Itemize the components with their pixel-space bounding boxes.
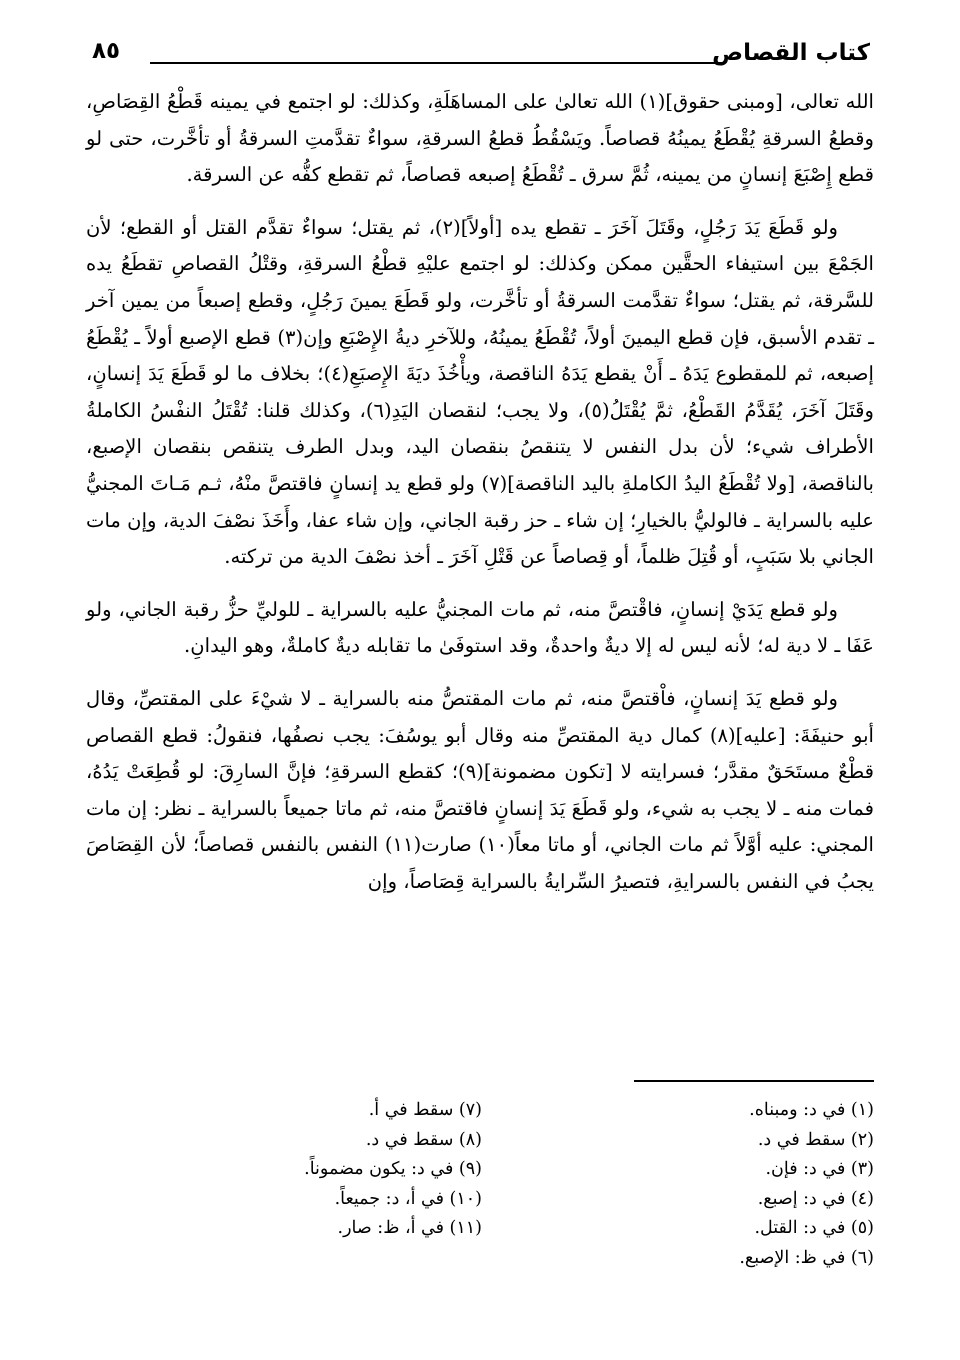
paragraph: ولو قطع يَدَيْ إنسانٍ، فاقْتصَّ منه، ثم مات المجنيُّ عليه بالسراية ـ للوليِّ حزُّ رقبة الجاني، ولو عَفَا ـ لا دية له؛ لأنه ليس له إلا ديةٌ واحدةٌ، وقد استوفَىٰ ما تقابله ديةٌ كاملةٌ، وهو اليدانِ. [86, 597, 874, 658]
footnote-column-left [182, 1096, 482, 1244]
footnote: (١) في د: ومبناه. [749, 1100, 874, 1120]
footnote: (٩) في د: يكون مضموناً. [304, 1159, 482, 1179]
footnote-column-right [574, 1096, 874, 1273]
footnote: (١١) في أ، ظ: صار. [337, 1218, 482, 1238]
paragraph: ولو قطع يَدَ إنسانٍ، فاْقتصَّ منه، ثم مات المقتصُّ منه بالسراية ـ لا شيْءَ على المقتصِّ، وقال أبو حنيفَةَ: [عليه](٨) كمال دية المقتصِّ منه وقال أبو يوسُفَ: يجب نصفُها، فنقولُ: قطع القصاص قطْعٌ مستَحَقٌ مقدَّر؛ فسرايته لا [تكون مضمونة](٩)؛ كقطع السرقةِ؛ فإنَّ السارِقَ: لو قُطِعَتْ يَدُهُ، فمات منه ـ لا يجب به شيء، ولو قَطَعَ يَدَ إنسانٍ فاقتصَّ منه، ثم ماتا جميعاً بالسراية ـ نظر: إن مات المجني: عليه أوَّلاً ثم مات الجاني، أو ماتا معاً(١٠) صارت(١١) النفس بالنفس قصاصاً؛ لأن القِصَاصَ يجبُ في النفس بالسرايةِ، فتصيرُ السِّرايةُ بالسراية قِصَاصاً، وإن [86, 686, 875, 893]
footnote: (٦) في ظ: الإصبع. [739, 1247, 874, 1268]
footnote: (٣) في د: فإن. [765, 1159, 874, 1179]
footnote: (٧) سقط في أ. [368, 1100, 482, 1120]
running-title: كتاب القصاص [712, 40, 870, 66]
footnote: (٢) سقط في د. [757, 1129, 874, 1150]
main-text [86, 84, 874, 916]
paragraph: الله تعالى، [ومبنى حقوق](١) الله تعالىٰ على المساهَلَةِ، وكذلك: لو اجتمع في يمينه قَطْعُ القِصَاصِ، وقطعُ السرقةِ يُقْطَعُ يمينُهُ قصاصاً. ويَسْقُطُ قطعُ السرقةِ، سواءٌ تقدَّمتِ السرقةُ أو تأخَّرت، حتى لو قطع إِصْبَعَ إنسانٍ من يمينه، ثُمَّ سرق ـ تُقْطَعُ إصبعه قصاصاً، ثم تقطع كفُّه عن السرقة. [86, 90, 874, 187]
paragraph: ولو قَطَعَ يَدَ رَجُلٍ، وقَتَلَ آخَرَ ـ تقطع يده [أولاً](٢)، ثم يقتل؛ سواءٌ تقدَّم القتل أو القطع؛ لأن الجَمْعَ بين استيفاء الحقَّين ممكن وكذلك: لو اجتمع عليْهِ قطْعُ السرقةِ، وقتْلُ القصاصِ تقطَعُ يده للسَّرقة، ثم يقتل؛ سواءٌ تقدَّمت السرقةُ أو تأخَّرت، ولو قَطَعَ يمينَ رَجُلٍ، وقطع إصبعاً من يمين آخر ـ تقدم الأسبق، فإن قطع اليمينَ أولاً، تُقْطَعُ يمينُهُ، وللآخرِ ديةُ الإِصْبَعِ وإن(٣) قطع الإصبع أولاً ـ يُقْطَعُ إصبعه، ثم للمقطوع يَدَهُ ـ أَنْ يقطع يَدَهُ الناقصة، ويأْخُذَ ديَةَ الإِصبَعِ(٤)؛ بخلاف ما لو قَطَعَ يَدَ إنسانٍ، وقَتَلَ آخَرَ، يُقَدَّمُ القَطْعُ، ثمَّ يُقْتَلُ(٥)، ولا يجب؛ لنقصان اليَدِ(٦)، وكذلك قلنا: تُقْتَلُ النفْسُ الكاملةُ الأطراف شيء؛ لأن بدل النفس لا يتنقصُ بنقصان اليد، وبدل الطرف يتنقص بنقصان الإصبع، بالناقصة، [ولا تُقْطَعُ اليدُ الكاملةِ باليد الناقصة](٧) ولو قطع يد إنسانٍ فاقتصَّ منْهُ، ثـم مَـاتَ المجنيُّ عليه بالسراية ـ فالوليُّ بالخيارِ؛ إن شاء ـ حز رقبة الجاني، وإن شاء عفا، وأَخَذَ نصْفَ الدية، وإن مات الجاني بلا سَبَبٍ، أو قُتِلَ ظلماً، أو قِصاصاً عن قَتْلِ آخَرَ ـ أخذ نصْفَ الدية من تركته. [86, 215, 874, 569]
footnote: (٨) سقط في د. [365, 1129, 482, 1150]
footnote: (٥) في د: القتل. [754, 1218, 874, 1238]
page-header [86, 36, 874, 76]
footnote: (٤) في د: إصبع. [757, 1188, 874, 1209]
footnote: (١٠) في أ، د: جميعاً. [334, 1188, 482, 1209]
page-number: ٨٥ [92, 38, 121, 64]
header-rule [150, 62, 724, 64]
footnote-separator [634, 1080, 874, 1082]
